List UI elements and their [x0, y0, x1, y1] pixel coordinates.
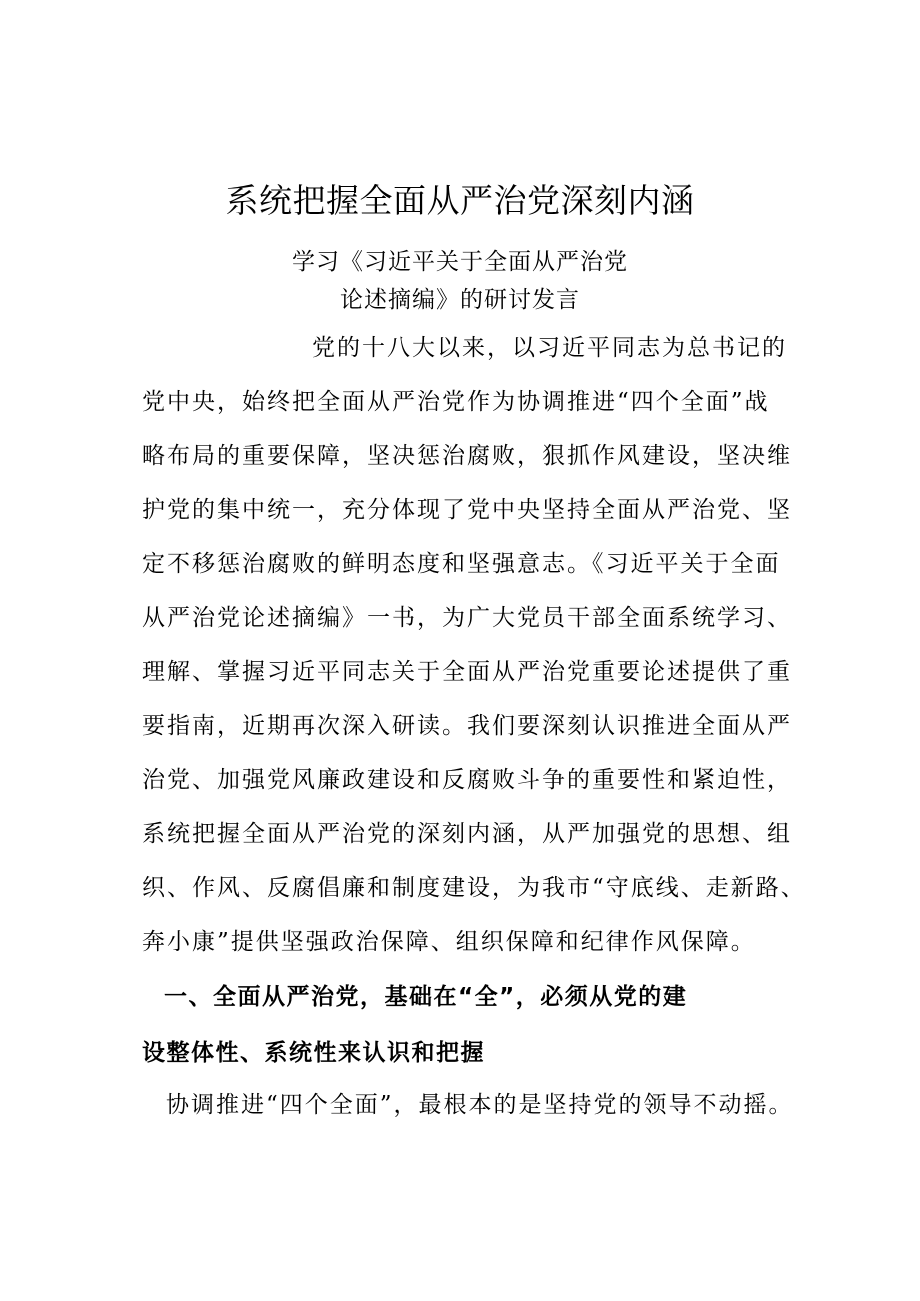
paragraph-1-line-5: 定不移惩治腐败的鲜明态度和坚强意志。《习近平关于全面: [142, 551, 781, 577]
subtitle-line-2: 论述摘编》的研讨发言: [340, 287, 580, 313]
subtitle-line-1: 学习《习近平关于全面从严治党: [292, 249, 628, 275]
paragraph-1-line-9: 治党、加强党风廉政建设和反腐败斗争的重要性和紧迫性，: [142, 767, 792, 793]
paragraph-1-line-3: 略布局的重要保障，坚决惩治腐败，狠抓作风建设，坚决维: [142, 443, 792, 469]
paragraph-2-line-1: 协调推进“四个全面”，最根本的是坚持党的领导不动摇。: [166, 1092, 794, 1118]
paragraph-1-line-10: 系统把握全面从严治党的深刻内涵，从严加强党的思想、组: [142, 821, 792, 847]
paragraph-1-line-8: 要指南，近期再次深入研读。我们要深刻认识推进全面从严: [142, 713, 792, 739]
paragraph-1-line-6: 从严治党论述摘编》一书，为广大党员干部全面系统学习、: [142, 605, 792, 631]
paragraph-1-line-2: 党中央，始终把全面从严治党作为协调推进“四个全面”战: [142, 389, 770, 415]
section-heading-1-line-2: 设整体性、系统性来认识和把握: [142, 1040, 485, 1066]
paragraph-1-line-7: 理解、掌握习近平同志关于全面从严治党重要论述提供了重: [142, 659, 792, 685]
paragraph-1-line-1: 党的十八大以来，以习近平同志为总书记的: [312, 335, 787, 361]
document-title: 系统把握全面从严治党深刻内涵: [225, 181, 695, 220]
section-heading-1-line-1: 一、全面从严治党，基础在“全”，必须从党的建: [164, 984, 688, 1010]
paragraph-1-line-4: 护党的集中统一，充分体现了党中央坚持全面从严治党、坚: [142, 497, 792, 523]
paragraph-1-line-11: 织、作风、反腐倡廉和制度建设，为我市“守底线、走新路、: [142, 875, 806, 901]
paragraph-1-line-12: 奔小康”提供坚强政治保障、组织保障和纪律作风保障。: [142, 929, 756, 955]
